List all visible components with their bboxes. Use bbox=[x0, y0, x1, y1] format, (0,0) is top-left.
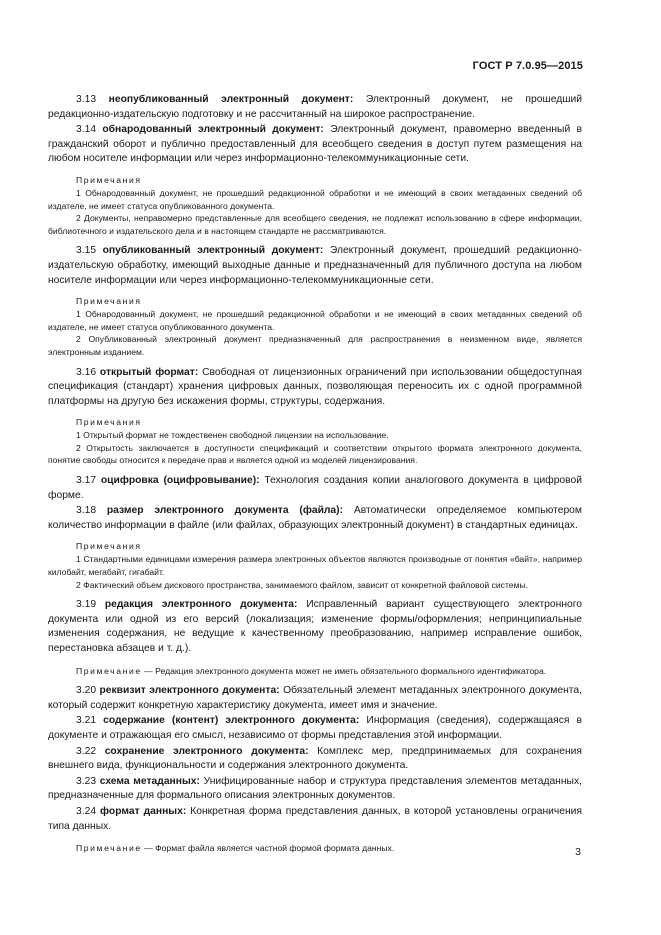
definition-3-22 bbox=[48, 745, 582, 774]
term-number: 3.18 bbox=[76, 505, 97, 517]
definition-3-13 bbox=[48, 93, 582, 122]
notes-title: Примечания bbox=[76, 417, 142, 428]
definition-3-19 bbox=[48, 598, 582, 656]
note-label: Примечание bbox=[76, 665, 142, 676]
note-text: — Формат файла является частной формой формата данных. bbox=[141, 843, 395, 854]
term: схема метаданных: bbox=[99, 775, 200, 787]
definition-3-14 bbox=[48, 123, 582, 167]
term: обнародованный электронный документ: bbox=[102, 124, 324, 136]
term: неопубликованный электронный документ: bbox=[108, 94, 354, 105]
term: размер электронного документа (файла): bbox=[106, 505, 344, 517]
note-1: 1 Открытый формат не тождественен свободной лицензии на использование. bbox=[76, 430, 389, 441]
standard-designation: ГОСТ Р 7.0.95—2015 bbox=[472, 60, 583, 72]
definition-text: Исправленный вариант существующего электронного документа или одной из его версий (локализация; изменение формы/оформления; непринципиальные изменения содержания, не ведущие к качественному преобразованию, например исправление ошибок, перестановка абзацев и т. д.). bbox=[48, 599, 582, 654]
notes-3-16 bbox=[48, 417, 582, 467]
note-2: 2 Фактический объем дискового пространства, занимаемого файлом, зависит от конкретной файловой системы. bbox=[76, 579, 529, 590]
term: опубликованный электронный документ: bbox=[102, 245, 324, 257]
term-number: 3.13 bbox=[76, 94, 97, 105]
term-number: 3.16 bbox=[76, 366, 97, 378]
term-number: 3.15 bbox=[76, 245, 97, 257]
notes-title: Примечания bbox=[76, 541, 142, 552]
definition-3-23 bbox=[48, 775, 582, 804]
definition-3-21 bbox=[48, 714, 582, 743]
definition-3-18 bbox=[48, 504, 582, 533]
note-2: 2 Документы, неправомерно представленные для всеобщего сведения, не подлежат использованию в сфере информации, библиотечного и издательского дела и в настоящем стандарте не рассматриваются. bbox=[48, 213, 582, 236]
term-number: 3.17 bbox=[76, 475, 97, 487]
notes-3-14 bbox=[48, 175, 582, 237]
term-number: 3.19 bbox=[76, 599, 97, 611]
notes-3-15 bbox=[48, 296, 582, 358]
note-3-24 bbox=[48, 842, 582, 855]
note-1: 1 Обнародованный документ, не прошедший редакционной обработки и не имеющий в своих метаданных сведений об издателе, не имеет статуса опубликованного документа. bbox=[48, 309, 582, 332]
note-2: 2 Открытость заключается в доступности спецификаций и соответствии открытого формата электронного документа, понятие свободы относится к передаче прав и является одной из моделей лицензирования. bbox=[48, 442, 582, 466]
term: открытый формат: bbox=[99, 366, 199, 378]
definition-3-15 bbox=[48, 244, 582, 288]
definition-text: Свободная от лицензионных ограничений при использовании общедоступная спецификация (стандарт) хранения цифровых данных, позволяющая переносить их с одной программной платформы на другую без искажения формы, структуры, содержания. bbox=[48, 366, 582, 407]
definition-3-17 bbox=[48, 474, 582, 503]
notes-title: Примечания bbox=[76, 296, 142, 307]
term-number: 3.20 bbox=[76, 685, 97, 697]
term: реквизит электронного документа: bbox=[99, 685, 280, 697]
note-3-19 bbox=[48, 665, 582, 678]
note-label: Примечание bbox=[76, 843, 142, 854]
definition-text: Информация (сведения), содержащаяся в документе и отражающая его смысл, независимо от формы представления этой информации. bbox=[48, 715, 582, 741]
term: формат данных: bbox=[100, 805, 187, 817]
term: содержание (контент) электронного документа: bbox=[103, 715, 360, 727]
term: оцифровка (оцифровывание): bbox=[100, 475, 260, 487]
definition-3-20 bbox=[48, 684, 582, 713]
notes-3-18 bbox=[48, 541, 582, 591]
definition-text: Электронный документ, не прошедший редакционно-издательскую подготовку и не рассчитанный на широкое распространение. bbox=[48, 94, 582, 120]
note-1: 1 Обнародованный документ, не прошедший редакционной обработки и не имеющий в своих метаданных сведений об издателе, не имеет статуса опубликованного документа. bbox=[48, 187, 582, 211]
definition-3-16 bbox=[48, 366, 582, 410]
term-number: 3.21 bbox=[76, 715, 97, 727]
note-text: — Редакция электронного документа может не иметь обязательного формального идентификатора. bbox=[141, 665, 547, 676]
definition-text: Конкретная форма представления данных, в которой установлены ограничения типа данных. bbox=[48, 805, 582, 832]
term-number: 3.22 bbox=[76, 745, 97, 757]
term: сохранение электронного документа: bbox=[104, 745, 309, 757]
term-number: 3.24 bbox=[76, 805, 97, 817]
definition-text: Технология создания копии аналогового документа в цифровой форме. bbox=[48, 475, 582, 501]
note-1: 1 Стандартными единицами измерения размера электронных объектов являются производные от понятия «байт», например килобайт, мегабайт, гигабайт. bbox=[48, 554, 582, 578]
definition-text: Электронный документ, прошедший редакционно-издательскую обработку, имеющий выходные данные и предназначенный для публичного доступа на любом носителе информации или через информационно-телекоммуникационные сети. bbox=[48, 245, 582, 286]
definition-text: Автоматически определяемое компьютером количество информации в файле (или файлах, образующих электронный документ) в стандартных единицах. bbox=[48, 505, 582, 531]
definitions-body bbox=[48, 93, 582, 855]
term: редакция электронного документа: bbox=[104, 599, 298, 611]
definition-text: Комплекс мер, предпринимаемых для сохранения внешнего вида, функциональности и содержания электронного документа. bbox=[48, 745, 582, 772]
page-number: 3 bbox=[575, 846, 581, 858]
notes-title: Примечания bbox=[76, 174, 142, 185]
term-number: 3.23 bbox=[76, 775, 97, 787]
note-2: 2 Опубликованный электронный документ предназначенный для распространения в неизменном виде, является электронным изданием. bbox=[48, 334, 582, 357]
definition-text: Электронный документ, правомерно введенный в гражданский оборот и публично предоставленный для всеобщего сведения в доступ путем размещения на любом носителе информации или через информационно-телекоммуникационные сети. bbox=[48, 124, 583, 165]
definition-text: Унифицированные набор и структура представления элементов метаданных, предназначенные для формального описания электронных документов. bbox=[48, 775, 582, 802]
definition-3-24 bbox=[48, 805, 582, 834]
term-number: 3.14 bbox=[76, 124, 97, 136]
definition-text: Обязательный элемент метаданных электронного документа, который содержит конкретную характеристику документа, имеет имя и значение. bbox=[48, 685, 582, 711]
